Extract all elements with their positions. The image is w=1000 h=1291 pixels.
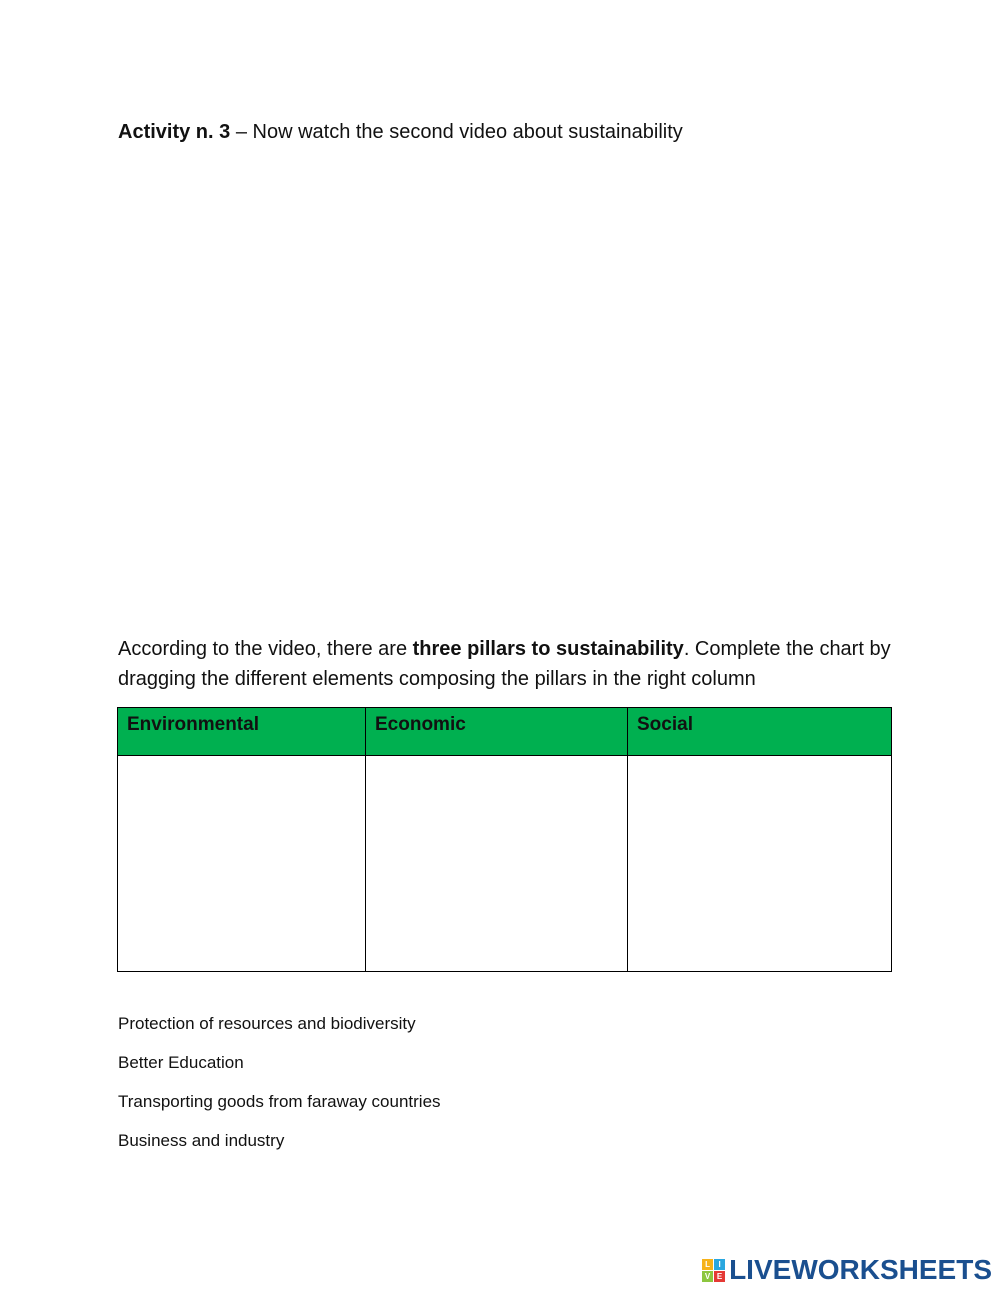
table-drop-row [118,756,892,972]
liveworksheets-logo [702,1252,992,1288]
table-header-row [118,708,892,756]
draggable-item[interactable]: Business and industry [118,1131,285,1150]
drop-zone-social[interactable] [628,756,892,972]
instructions-bold: three pillars to sustainability [412,638,684,660]
instructions-part2: . Complete the chart by dragging the different elements composing the pillars in the right column [118,638,891,690]
pillars-table [117,707,892,972]
instructions-part1: According to the video, there are [118,638,413,660]
logo-mark-letter: E [714,1271,725,1282]
header-economic: Economic [366,708,628,756]
draggable-items-list [118,1011,441,1167]
draggable-item[interactable]: Transporting goods from faraway countries [118,1092,441,1111]
liveworksheets-mark-icon [702,1259,725,1282]
header-social: Social [628,708,892,756]
logo-mark-letter: V [702,1271,713,1282]
instructions-paragraph [118,634,918,694]
draggable-item[interactable]: Protection of resources and biodiversity [118,1014,416,1033]
activity-label: Activity n. 3 [118,121,231,143]
logo-mark-letter: L [702,1259,713,1270]
brand-name: LIVEWORKSHEETS [729,1254,992,1285]
logo-mark-letter: I [714,1259,725,1270]
drop-zone-economic[interactable] [366,756,628,972]
drop-zone-environmental[interactable] [118,756,366,972]
header-environmental: Environmental [118,708,366,756]
activity-heading [118,118,683,146]
draggable-item[interactable]: Better Education [118,1053,244,1072]
activity-text: – Now watch the second video about sustainability [230,121,683,143]
